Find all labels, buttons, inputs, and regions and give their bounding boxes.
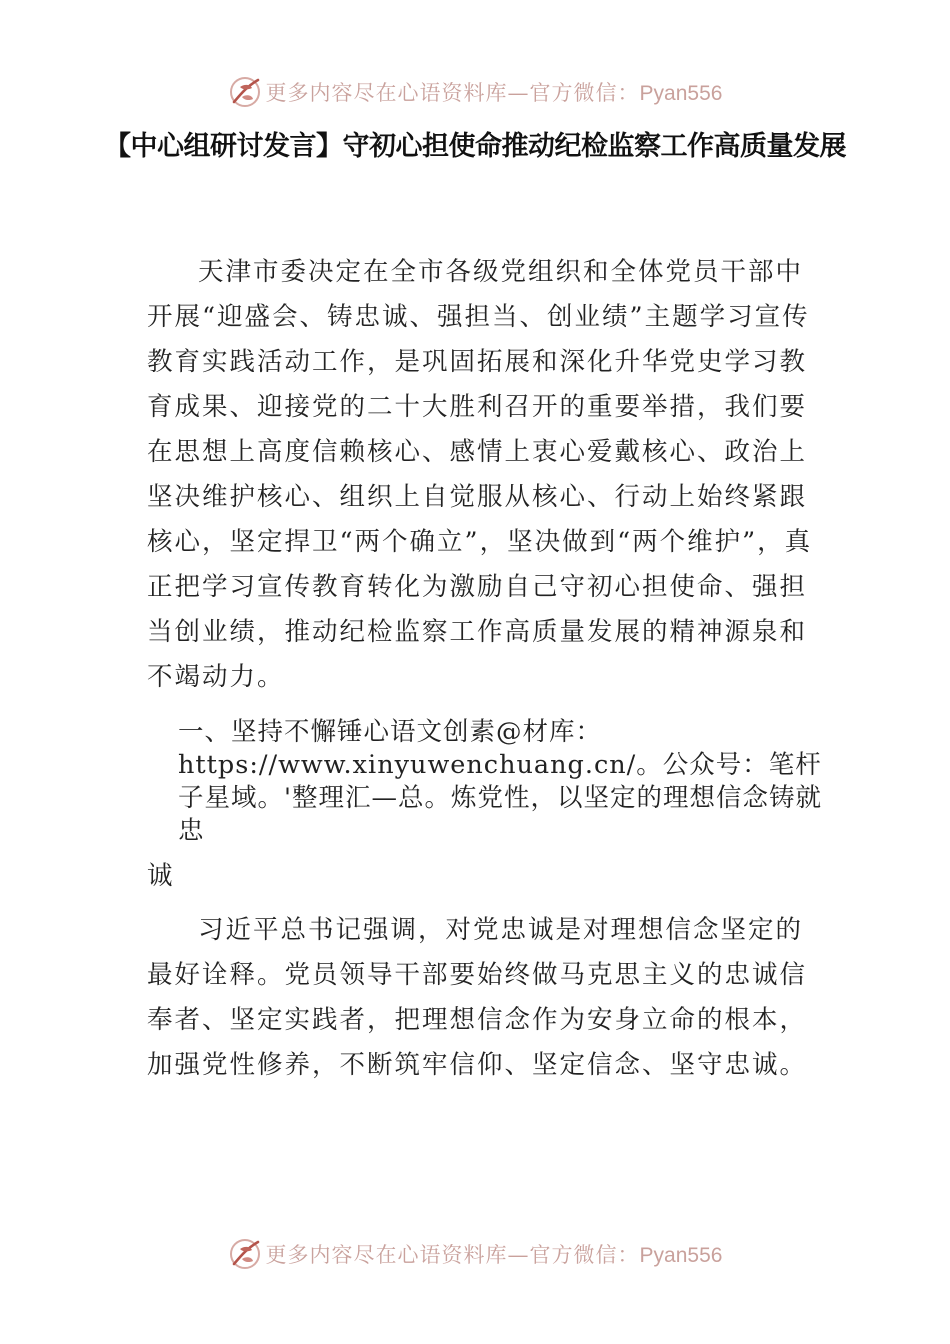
banner-wechat-id: Pyan556 bbox=[639, 1244, 723, 1267]
section-heading-tail: 诚 bbox=[147, 861, 173, 891]
footer-banner bbox=[0, 1234, 950, 1274]
pen-leaf-logo-icon bbox=[228, 75, 262, 109]
pen-leaf-logo-icon bbox=[228, 1237, 262, 1271]
banner-wechat-id: Pyan556 bbox=[639, 82, 723, 105]
body-paragraph-2: 习近平总书记强调，对党忠诚是对理想信念坚定的最好诠释。党员领导干部要始终做马克思主义的忠诚信奉者、坚定实践者，把理想信念作为安身立命的根本，加强党性修养，不断筑牢信仰、坚定信念、坚守忠诚。 bbox=[147, 915, 808, 1080]
banner-text-cn: 更多内容尽在心语资料库—官方微信： bbox=[265, 1243, 640, 1267]
banner-text bbox=[266, 77, 723, 107]
banner-text-cn: 更多内容尽在心语资料库—官方微信： bbox=[265, 81, 640, 105]
banner-text bbox=[266, 1239, 723, 1269]
header-banner bbox=[0, 72, 950, 112]
document-title: 【中心组研讨发言】守初心担使命推动纪检监察工作高质量发展 bbox=[104, 131, 846, 162]
section-heading: 一、坚持不懈锤心语文创素@材库：https://www.xinyuwenchuang.cn/。公众号：笔杆子星域。'整理汇—总。炼党性，以坚定的理想信念铸就忠 bbox=[178, 717, 823, 846]
body-paragraph-1: 天津市委决定在全市各级党组织和全体党员干部中开展“迎盛会、铸忠诚、强担当、创业绩”主题学习宣传教育实践活动工作，是巩固拓展和深化升华党史学习教育成果、迎接党的二十大胜利召开的重要举措，我们要在思想上高度信赖核心、感情上衷心爱戴核心、政治上坚决维护核心、组织上自觉服从核心、行动上始终紧跟核心，坚定捍卫“两个确立”，坚决做到“两个维护”，真正把学习宣传教育转化为激励自己守初心担使命、强担当创业绩，推动纪检监察工作高质量发展的精神源泉和不竭动力。 bbox=[147, 257, 813, 692]
